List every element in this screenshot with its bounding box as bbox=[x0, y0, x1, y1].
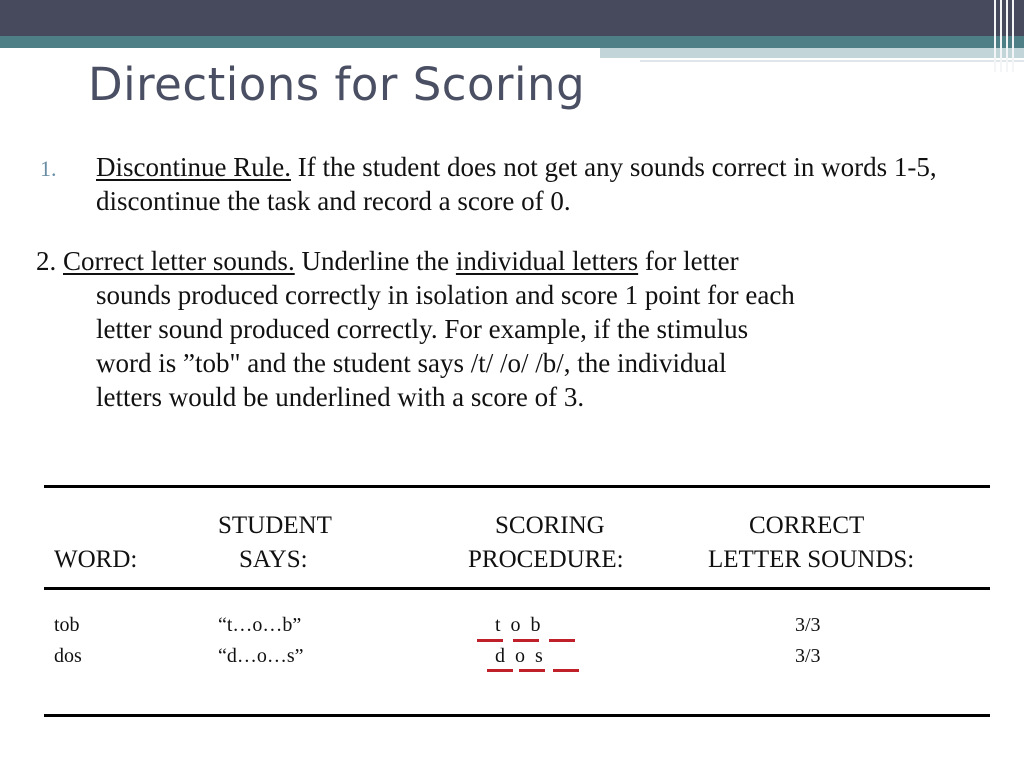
letter-underline-mark bbox=[519, 669, 545, 672]
row-student-says: “t…o…b” bbox=[218, 614, 302, 636]
row-word: dos bbox=[54, 645, 82, 667]
paragraph-text: for letter bbox=[638, 246, 739, 276]
header-stripe bbox=[1012, 0, 1014, 72]
table-bottom-rule bbox=[44, 714, 990, 717]
list-number: 1. bbox=[40, 156, 57, 181]
correct-letter-sounds-paragraph bbox=[36, 244, 1016, 414]
row-procedure: d o s bbox=[495, 645, 543, 667]
header-word: WORD: bbox=[54, 546, 138, 573]
page-title: Directions for Scoring bbox=[88, 58, 586, 111]
paragraph-text: Underline the bbox=[294, 246, 456, 276]
letter-underline-mark bbox=[549, 639, 575, 642]
header-stripe bbox=[1000, 0, 1002, 72]
header-correct: CORRECT bbox=[749, 512, 865, 539]
header-band-light bbox=[600, 48, 1024, 58]
letter-underline-mark bbox=[477, 639, 503, 642]
header-stripe bbox=[994, 0, 996, 72]
paragraph-line: word is ”tob" and the student says /t/ /o/ /b/, the individual bbox=[96, 348, 727, 378]
table-header-rule bbox=[44, 587, 990, 590]
letter-underline-mark bbox=[487, 669, 513, 672]
paragraph-line: sounds produced correctly in isolation and score 1 point for each bbox=[96, 280, 795, 310]
list-number: 2. bbox=[36, 246, 57, 276]
correct-letter-sounds-heading: Correct letter sounds. bbox=[63, 246, 295, 276]
header-band-thin bbox=[640, 60, 1024, 62]
individual-letters-emphasis: individual letters bbox=[455, 246, 639, 276]
row-word: tob bbox=[54, 614, 80, 636]
discontinue-rule-paragraph bbox=[40, 150, 1020, 218]
header-band-dark bbox=[0, 0, 1024, 36]
paragraph-line: letters would be underlined with a score of 3. bbox=[96, 382, 585, 412]
header-student: STUDENT bbox=[218, 512, 332, 539]
discontinue-rule-heading: Discontinue Rule. bbox=[96, 152, 291, 182]
paragraph-first-line bbox=[36, 244, 1016, 278]
header-procedure: PROCEDURE: bbox=[468, 546, 624, 573]
paragraph-line: letter sound produced correctly. For example, if the stimulus bbox=[96, 314, 749, 344]
discontinue-rule-text bbox=[96, 150, 1020, 218]
header-scoring: SCORING bbox=[495, 512, 605, 539]
letter-underline-mark bbox=[513, 639, 539, 642]
letter-underline-mark bbox=[553, 669, 579, 672]
header-letter-sounds: LETTER SOUNDS: bbox=[708, 546, 915, 573]
row-student-says: “d…o…s” bbox=[218, 645, 304, 667]
header-band-teal bbox=[0, 36, 1024, 48]
row-score: 3/3 bbox=[795, 614, 821, 636]
row-procedure: t o b bbox=[495, 614, 541, 636]
discontinue-rule-body: If the student does not get any sounds correct in words 1-5, discontinue the task and record a score of 0. bbox=[96, 152, 937, 216]
row-score: 3/3 bbox=[795, 645, 821, 667]
header-says: SAYS: bbox=[239, 546, 308, 573]
table-top-rule bbox=[44, 485, 990, 488]
header-stripe bbox=[1006, 0, 1008, 72]
